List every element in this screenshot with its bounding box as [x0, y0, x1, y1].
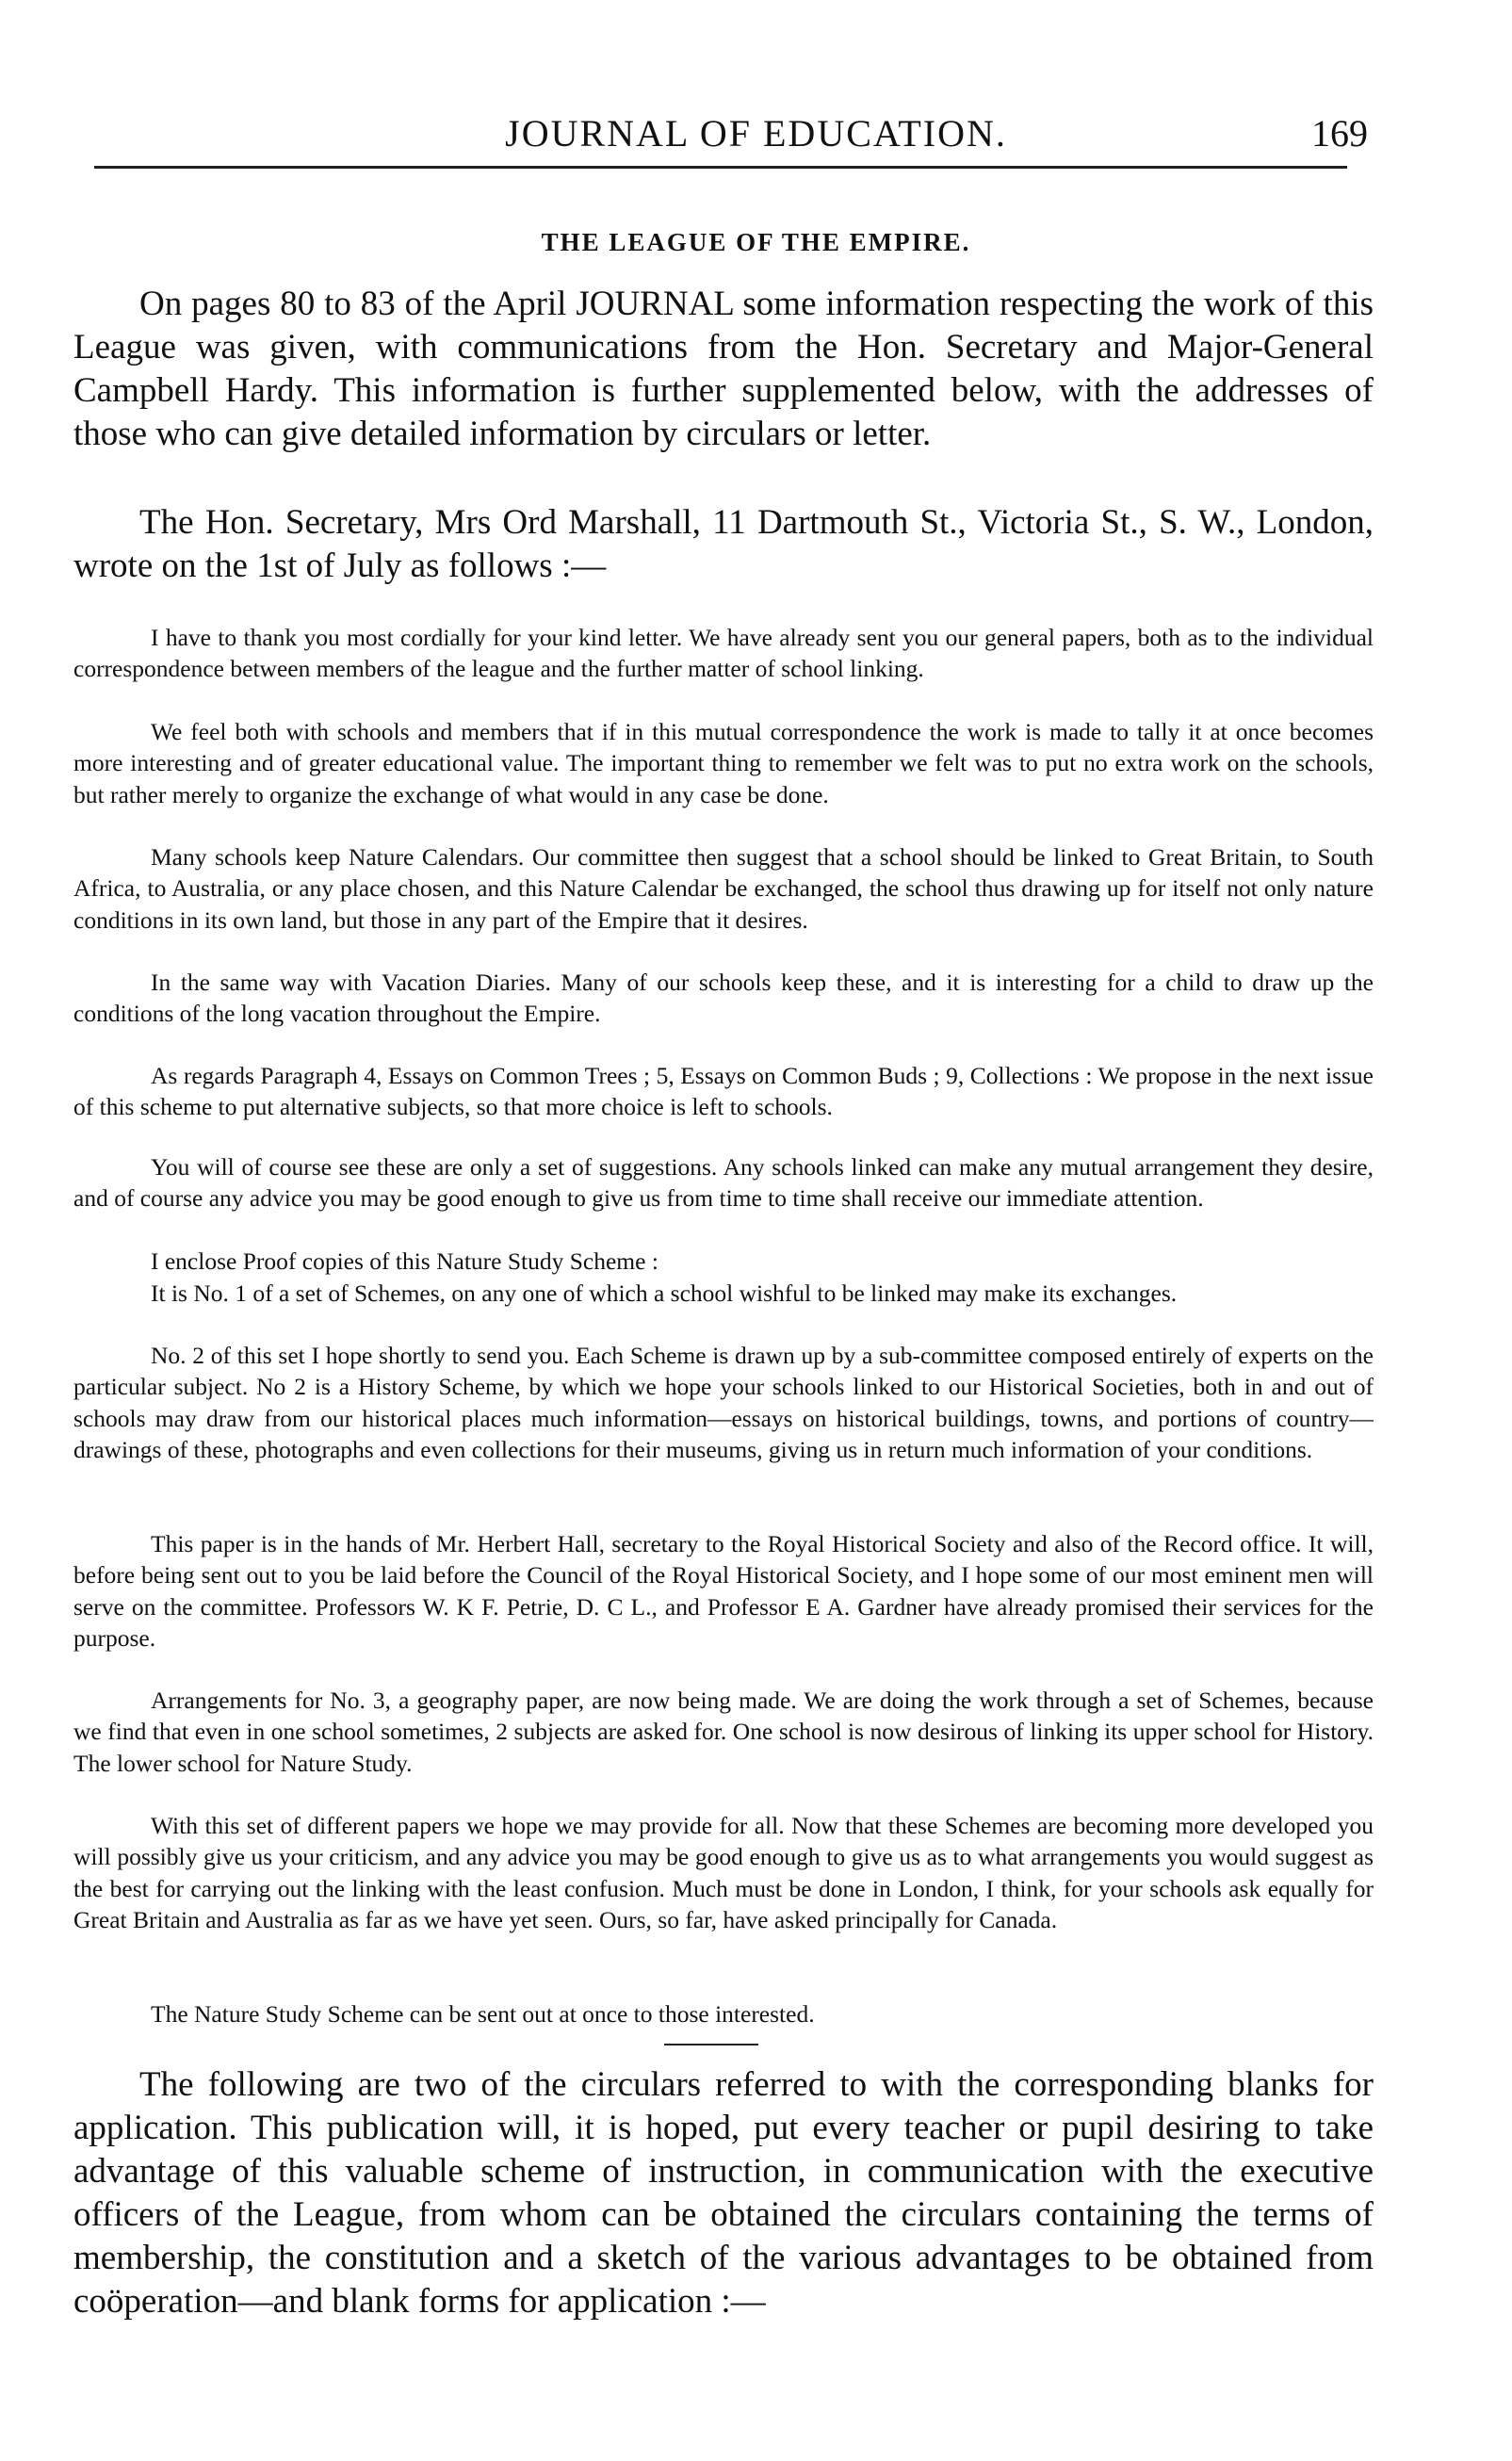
- letter-paragraph: In the same way with Vacation Diaries. Many of our schools keep these, and it is interesting for a child to draw up the conditions of the long vacation throughout the Empire.: [73, 969, 1374, 1028]
- letter-paragraph: You will of course see these are only a set of suggestions. Any schools linked can make any mutual arrangement they desire, and of course any advice you may be good enough to give us from time to time shall receive our immediate attention.: [73, 1153, 1374, 1213]
- letter-paragraph: It is No. 1 of a set of Schemes, on any one of which a school wishful to be linked may make its exchanges.: [151, 1279, 1178, 1307]
- letter-paragraph: I enclose Proof copies of this Nature Study Scheme :: [151, 1247, 658, 1275]
- letter-paragraph: No. 2 of this set I hope shortly to send you. Each Scheme is drawn up by a sub-committee composed entirely of experts on the particular subject. No 2 is a History Scheme, by which we hope your schools linked to our Historical Societies, both in and out of schools may draw from our historical places much information—essays on historical buildings, towns, and portions of country—drawings of these, photographs and even collections for their museums, giving us in return much information of your conditions.: [73, 1342, 1374, 1463]
- letter-paragraph: Arrangements for No. 3, a geography paper, are now being made. We are doing the work through a set of Schemes, because we find that even in one school sometimes, 2 subjects are asked for. One school is now desirous of linking its upper school for History. The lower school for Nature Study.: [73, 1687, 1374, 1777]
- letter-paragraph: This paper is in the hands of Mr. Herbert Hall, secretary to the Royal Historical Society and also of the Record office. It will, before being sent out to you be laid before the Council of the Royal Historical Society, and I hope some of our most eminent men will serve on the committee. Professors W. K F. Petrie, D. C L., and Professor E A. Gardner have already promised their services for the purpose.: [73, 1530, 1374, 1652]
- letter-paragraph: With this set of different papers we hope we may provide for all. Now that these Schemes are becoming more developed you will possibly give us your criticism, and any advice you may be good enough to give us as to what arrangements you would suggest as the best for carrying out the linking with the least confusion. Much must be done in London, I think, for your schools ask equally for Great Britain and Australia as far as we have yet seen. Ours, so far, have asked principally for Canada.: [73, 1812, 1374, 1933]
- running-head: JOURNAL OF EDUCATION.: [505, 112, 1007, 155]
- letter-paragraph: Many schools keep Nature Calendars. Our committee then suggest that a school should be linked to Great Britain, to South Africa, to Australia, or any place chosen, and this Nature Calendar be exchanged, the school thus drawing up for itself not only nature conditions in its own land, but those in any part of the Empire that it desires.: [73, 843, 1374, 934]
- intro-paragraph: The Hon. Secretary, Mrs Ord Marshall, 11 Dartmouth St., Victoria St., S. W., London, wrote on the 1st of July as follows :—: [73, 503, 1374, 585]
- section-divider: [664, 2044, 758, 2045]
- letter-paragraph: We feel both with schools and members that if in this mutual correspondence the work is made to tally it at once becomes more interesting and of greater educational value. The important thing to remember we felt was to put no extra work on the schools, but rather merely to organize the exchange of what would in any case be done.: [73, 718, 1374, 808]
- letter-paragraph: I have to thank you most cordially for your kind letter. We have already sent you our general papers, both as to the individual correspondence between members of the league and the further matter of school linking.: [73, 624, 1374, 683]
- article-title: THE LEAGUE OF THE EMPIRE.: [541, 228, 971, 256]
- letter-paragraph: The Nature Study Scheme can be sent out at once to those interested.: [151, 2000, 815, 2028]
- closing-paragraph: The following are two of the circulars referred to with the corresponding blanks for application. This publication will, it is hoped, put every teacher or pupil desiring to take advantage of this valuable scheme of instruction, in communication with the executive officers of the League, from whom can be obtained the circulars containing the terms of membership, the constitution and a sketch of the various advantages to be obtained from coöperation—and blank forms for application :—: [73, 2065, 1374, 2321]
- intro-paragraph: On pages 80 to 83 of the April JOURNAL some information respecting the work of this League was given, with communications from the Hon. Secretary and Major-General Campbell Hardy. This information is further supplemented below, with the addresses of those who can give detailed information by circulars or letter.: [73, 285, 1374, 453]
- header-rule: [94, 166, 1347, 169]
- page-number: 169: [1311, 112, 1368, 155]
- letter-paragraph: As regards Paragraph 4, Essays on Common Trees ; 5, Essays on Common Buds ; 9, Collections : We propose in the next issue of this scheme to put alternative subjects, so that more choice is left to schools.: [73, 1062, 1374, 1121]
